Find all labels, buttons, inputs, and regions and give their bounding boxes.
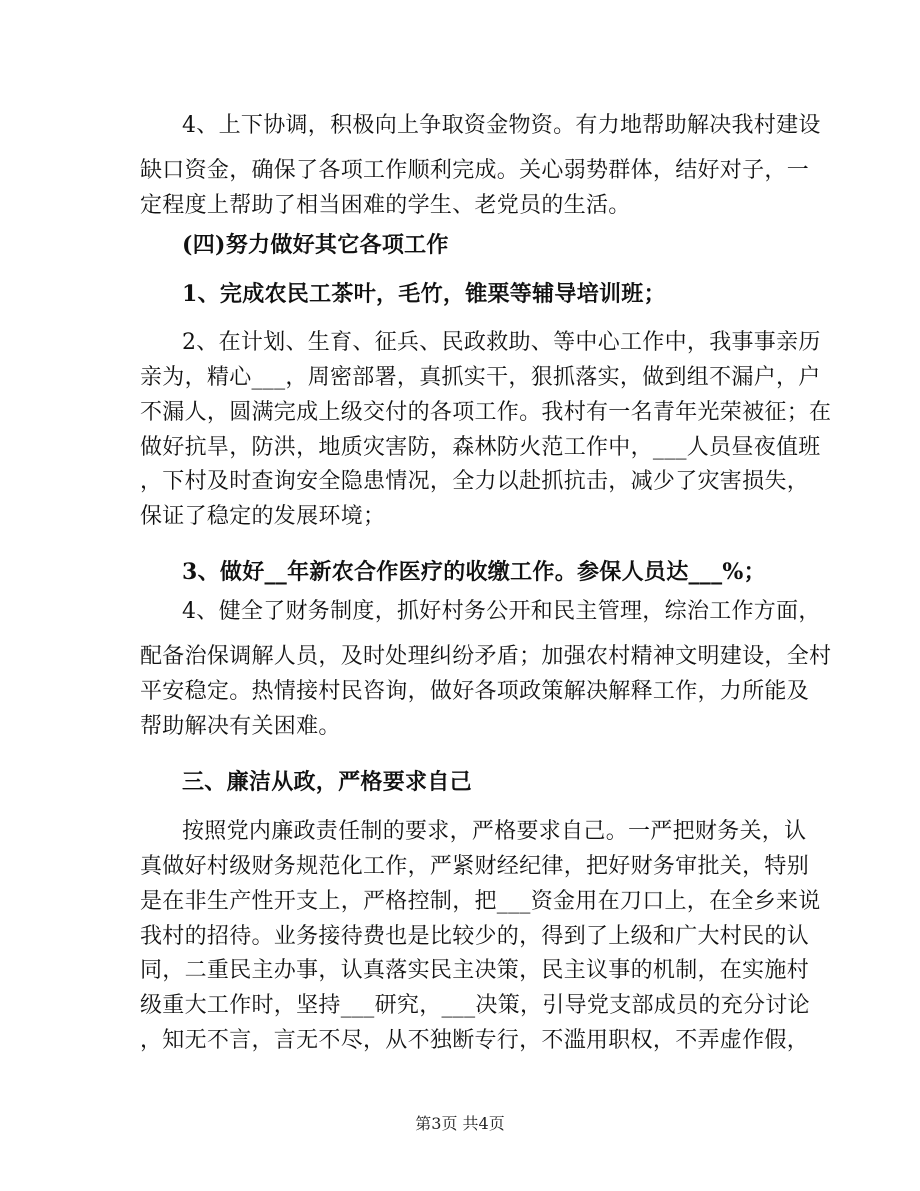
list-item-heading: 3、做好__年新农合作医疗的收缴工作。参保人员达___%； <box>182 559 766 585</box>
paragraph-line: 定程度上帮助了相当困难的学生、老党员的生活。 <box>140 193 631 218</box>
paragraph-line: 真做好村级财务规范化工作，严紧财经纪律，把好财务审批关，特别 <box>140 854 810 879</box>
paragraph-line: 帮助解决有关困难。 <box>140 714 341 739</box>
section-heading: 三、廉洁从政，严格要求自己 <box>182 769 472 795</box>
paragraph-line: 保证了稳定的发展环境； <box>140 504 386 529</box>
paragraph-line: 4、健全了财务制度，抓好村务公开和民主管理，综治工作方面， <box>182 599 821 624</box>
paragraph-line: 我村的招待。业务接待费也是比较少的，得到了上级和广大村民的认 <box>140 924 810 949</box>
paragraph-line: 缺口资金，确保了各项工作顺利完成。关心弱势群体，结好对子，一 <box>140 158 810 183</box>
paragraph-line: ，知无不言，言无不尽，从不独断专行，不滥用职权，不弄虚作假， <box>140 1028 810 1053</box>
paragraph-line: 不漏人，圆满完成上级交付的各项工作。我村有一名青年光荣被征；在 <box>140 400 832 425</box>
page-number-footer: 第3页 共4页 <box>415 1114 505 1133</box>
paragraph-line: 级重大工作时，坚持___研究，___决策，引导党支部成员的充分讨论 <box>140 993 810 1018</box>
paragraph-line: 平安稳定。热情接村民咨询，做好各项政策解决解释工作，力所能及 <box>140 679 810 704</box>
list-item-heading: 1、完成农民工茶叶，毛竹，锥栗等辅导培训班； <box>182 281 666 307</box>
paragraph-line: ，下村及时查询安全隐患情况，全力以赴抓抗击，减少了灾害损失， <box>140 469 810 494</box>
paragraph-line: 按照党内廉政责任制的要求，严格要求自己。一严把财务关，认 <box>182 819 807 844</box>
paragraph-line: 2、在计划、生育、征兵、民政救助、等中心工作中，我事事亲历 <box>182 330 821 355</box>
paragraph-line: 同，二重民主办事，认真落实民主决策，民主议事的机制，在实施村 <box>140 958 810 983</box>
paragraph-line: 4、上下协调，积极向上争取资金物资。有力地帮助解决我村建设 <box>182 113 821 138</box>
paragraph-line: 做好抗旱，防洪，地质灾害防，森林防火范工作中，___人员昼夜值班 <box>140 435 821 460</box>
paragraph-line: 配备治保调解人员，及时处理纠纷矛盾；加强农村精神文明建设，全村 <box>140 644 832 669</box>
section-heading: (四)努力做好其它各项工作 <box>182 232 449 258</box>
paragraph-line: 亲为，精心___，周密部署，真抓实干，狠抓落实，做到组不漏户，户 <box>140 365 821 390</box>
paragraph-line: 是在非生产性开支上，严格控制，把___资金用在刀口上，在全乡来说 <box>140 889 821 914</box>
